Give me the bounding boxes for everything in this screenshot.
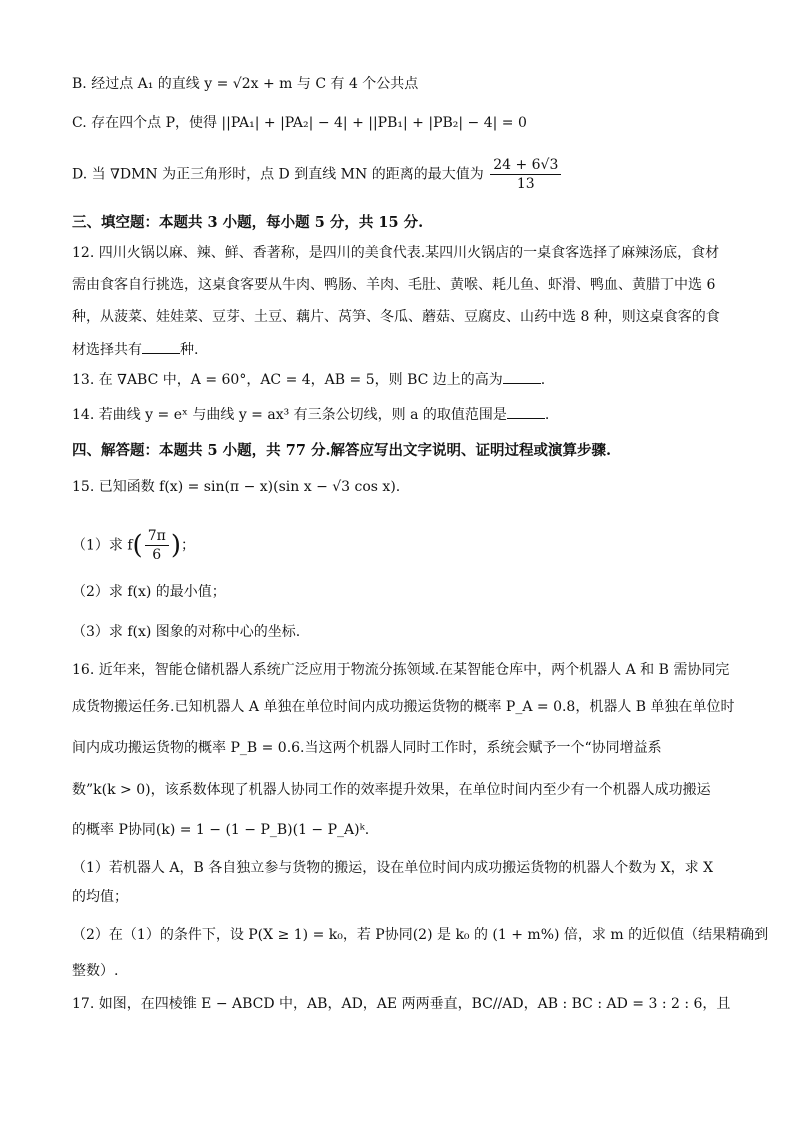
q17: 17. 如图，在四棱锥 E − ABCD 中，AB，AD，AE 两两垂直，BC//AD，AB : BC : AD = 3 : 2 : 6，且 — [72, 996, 731, 1012]
q16-line-4: 数”k(k > 0)，该系数体现了机器人协同工作的效率提升效果，在单位时间内至少有一个机器人成功搬运 — [72, 782, 711, 798]
option-d — [72, 156, 563, 193]
fraction-numerator: 24 + 6√3 — [490, 156, 561, 175]
q13 — [72, 369, 545, 390]
right-paren: ) — [170, 530, 181, 561]
option-c: C. 存在四个点 P，使得 ||PA₁| + |PA₂| − 4| + ||PB₁| + |PB₂| − 4| = 0 — [72, 115, 527, 131]
q12-tail: 种. — [180, 342, 199, 358]
q12-line-2: 需由食客自行挑选，这桌食客要从牛肉、鸭肠、羊肉、毛肚、黄喉、耗儿鱼、虾滑、鸭血、黄腊丁中选 6 — [72, 277, 716, 293]
q15-part-1-tail: ； — [180, 537, 195, 554]
section-3-heading: 三、填空题：本题共 3 小题，每小题 5 分，共 15 分. — [72, 214, 424, 231]
answer-blank — [507, 404, 545, 419]
q16-line-1: 16. 近年来，智能仓储机器人系统广泛应用于物流分拣领域.在某智能仓库中，两个机器人 A 和 B 需协同完 — [72, 662, 730, 678]
q16-line-3: 间内成功搬运货物的概率 P_B = 0.6.当这两个机器人同时工作时，系统会赋予一个“协同增益系 — [72, 740, 662, 756]
q12-line-1: 12. 四川火锅以麻、辣、鲜、香著称，是四川的美食代表.某四川火锅店的一桌食客选择了麻辣汤底，食材 — [72, 245, 720, 261]
q14-text: 14. 若曲线 y = eˣ 与曲线 y = ax³ 有三条公切线，则 a 的取值范围是 — [72, 407, 507, 423]
q15-part-2: （2）求 f(x) 的最小值； — [72, 584, 226, 600]
option-b: B. 经过点 A₁ 的直线 y = √2x + m 与 C 有 4 个公共点 — [72, 76, 419, 92]
q12-line-3: 种，从菠菜、娃娃菜、豆芽、土豆、藕片、莴笋、冬瓜、蘑菇、豆腐皮、山药中选 8 种，则这桌食客的食 — [72, 309, 720, 325]
q15-fraction — [145, 527, 169, 564]
q14 — [72, 404, 549, 425]
q16-part-2-line-1: （2）在（1）的条件下，设 P(X ≥ 1) = k₀，若 P协同(2) 是 k₀ 的 (1 + m%) 倍，求 m 的近似值（结果精确到 — [72, 927, 769, 943]
q16-part-2-line-2: 整数）. — [72, 963, 119, 979]
q15-part-1 — [72, 527, 195, 564]
q12-line-4 — [72, 339, 198, 360]
fraction-denominator: 6 — [152, 547, 162, 563]
q12-text: 材选择共有 — [72, 342, 142, 358]
q15: 15. 已知函数 f(x) = sin(π − x)(sin x − √3 cos x). — [72, 479, 401, 495]
q16-part-1-line-1: （1）若机器人 A，B 各自独立参与货物的搬运，设在单位时间内成功搬运货物的机器人个数为 X，求 X — [72, 860, 714, 876]
q15-part-3: （3）求 f(x) 图象的对称中心的坐标. — [72, 624, 301, 640]
answer-blank — [142, 339, 180, 354]
answer-blank — [503, 369, 541, 384]
option-d-fraction — [490, 156, 561, 193]
q13-tail: . — [540, 372, 546, 388]
q15-part-1-text: （1）求 f — [72, 537, 133, 554]
q13-text: 13. 在 ∇ABC 中，A = 60°，AC = 4，AB = 5，则 BC 边上的高为 — [72, 372, 503, 388]
option-d-text: D. 当 ∇DMN 为正三角形时，点 D 到直线 MN 的距离的最大值为 — [72, 166, 484, 183]
fraction-numerator: 7π — [145, 527, 169, 546]
section-4-heading: 四、解答题：本题共 5 小题，共 77 分.解答应写出文字说明、证明过程或演算步骤. — [72, 442, 612, 459]
q16-part-1-line-2: 的均值； — [72, 889, 128, 905]
q16-line-2: 成货物搬运任务.已知机器人 A 单独在单位时间内成功搬运货物的概率 P_A = 0.8，机器人 B 单独在单位时 — [72, 699, 735, 715]
left-paren: ( — [132, 530, 143, 561]
q16-line-5: 的概率 P协同(k) = 1 − (1 − P_B)(1 − P_A)ᵏ. — [72, 822, 370, 838]
fraction-denominator: 13 — [516, 176, 535, 192]
q14-tail: . — [544, 407, 550, 423]
